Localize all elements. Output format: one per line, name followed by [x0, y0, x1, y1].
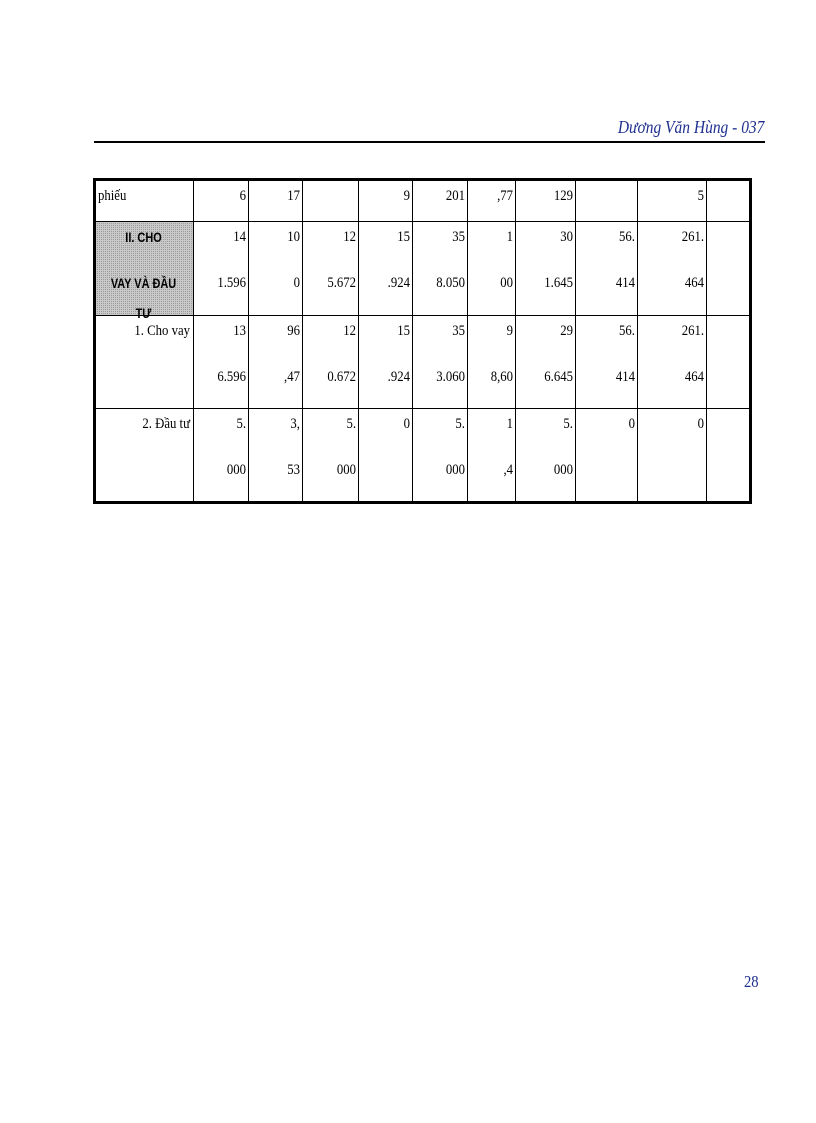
author-header: Dương Văn Hùng - 037	[617, 117, 764, 137]
row-label: phiếu	[95, 180, 194, 222]
table-cell	[707, 316, 751, 409]
table-cell: 5. 000	[194, 409, 249, 503]
table-cell: 96 ,47	[249, 316, 303, 409]
table-row	[95, 316, 751, 409]
table-cell: 3, 53	[249, 409, 303, 503]
table-cell: 5. 000	[516, 409, 576, 503]
table-cell: 9 8,60	[468, 316, 516, 409]
table-cell	[707, 409, 751, 503]
table-cell: 30 1.645	[516, 222, 576, 316]
table-cell: 129	[516, 180, 576, 222]
table-cell	[707, 222, 751, 316]
table-cell: 13 6.596	[194, 316, 249, 409]
table-row	[95, 180, 751, 222]
table-cell: 12 5.672	[303, 222, 359, 316]
table-cell: 56. 414	[576, 222, 638, 316]
table-cell: 0	[638, 409, 707, 503]
table-cell	[576, 180, 638, 222]
table-cell: 201	[413, 180, 468, 222]
table-cell: 1 ,4	[468, 409, 516, 503]
table-cell: 0	[359, 409, 413, 503]
table-cell: 5. 000	[303, 409, 359, 503]
data-table	[93, 178, 752, 504]
row-label: 2. Đầu tư	[95, 409, 194, 503]
table-cell: 5. 000	[413, 409, 468, 503]
table-row	[95, 409, 751, 503]
table-cell: 56. 414	[576, 316, 638, 409]
table-cell: 35 8.050	[413, 222, 468, 316]
table-cell: 5	[638, 180, 707, 222]
table-cell: 1 00	[468, 222, 516, 316]
table-cell: 6	[194, 180, 249, 222]
table-cell: 29 6.645	[516, 316, 576, 409]
page-number: 28	[744, 972, 759, 991]
table-cell: 15 .924	[359, 316, 413, 409]
header-rule	[94, 141, 765, 143]
table-cell	[707, 180, 751, 222]
table-cell: 261. 464	[638, 316, 707, 409]
table-cell: 15 .924	[359, 222, 413, 316]
table-cell: 9	[359, 180, 413, 222]
table-cell: 14 1.596	[194, 222, 249, 316]
table-cell: 12 0.672	[303, 316, 359, 409]
table-cell: 0	[576, 409, 638, 503]
table-cell	[303, 180, 359, 222]
table-cell: 10 0	[249, 222, 303, 316]
table-cell: ,77	[468, 180, 516, 222]
table-cell: 17	[249, 180, 303, 222]
table-cell: 35 3.060	[413, 316, 468, 409]
row-label: 1. Cho vay	[95, 316, 194, 409]
table-row	[95, 222, 751, 316]
section-heading-cell: II. CHO VAY VÀ ĐẦU TƯ	[95, 222, 194, 316]
table-cell: 261. 464	[638, 222, 707, 316]
